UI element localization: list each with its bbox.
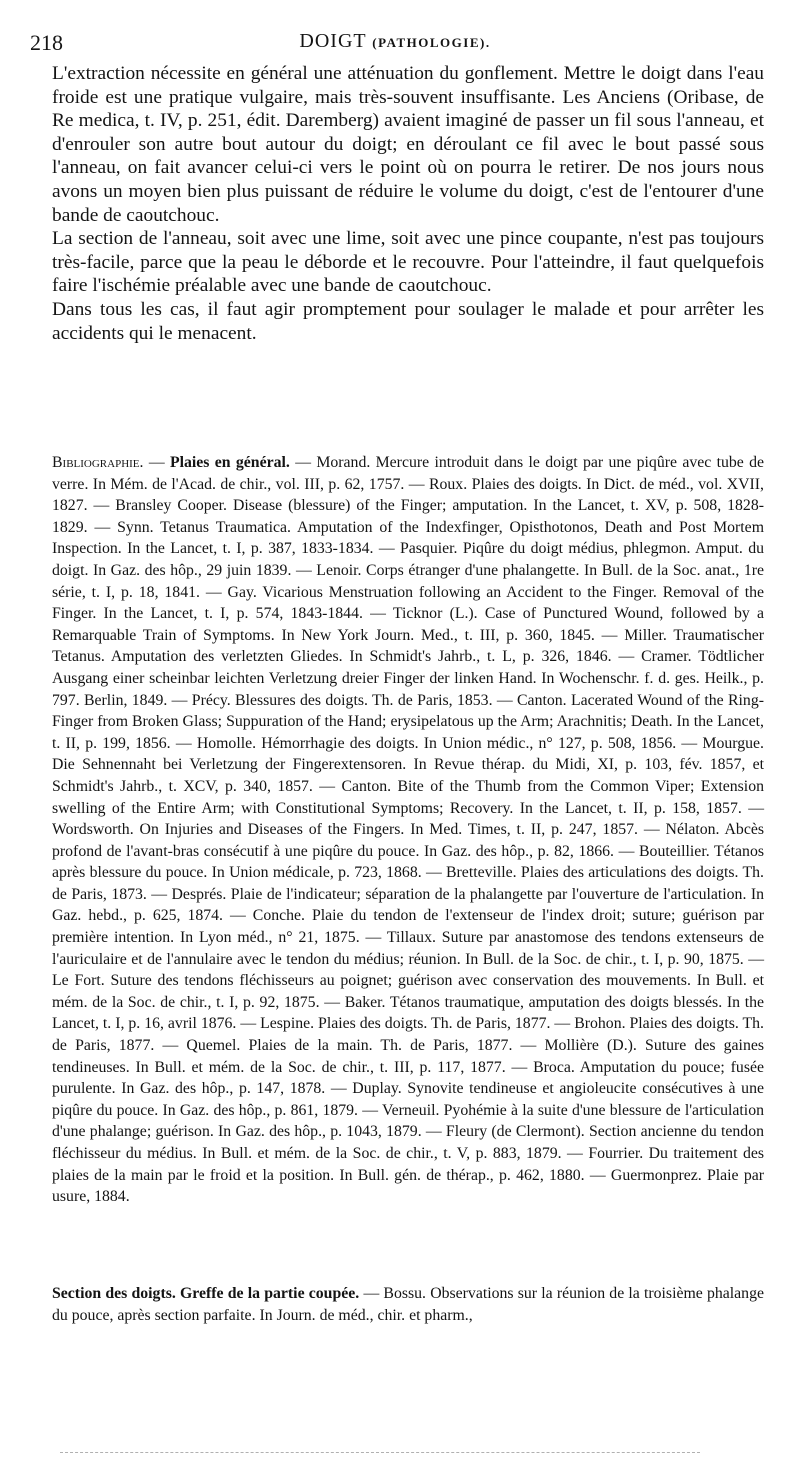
section-doigts-text: — Bossu. Observations sur la réunion de la troisième phalange du pouce, après section parfaite. In Journ. de méd., chir. et pharm., [52,1285,764,1324]
footer-rule [60,1452,700,1453]
running-title-main: DOIGT [299,30,367,52]
section-doigts-title: Section des doigts. Greffe de la partie coupée. [52,1285,360,1302]
bibliography-section-title: Plaies en général. [169,454,290,471]
body-paragraph-2: La section de l'anneau, soit avec une lime, soit avec une pince coupante, n'est pas toujours très-facile, parce que la peau le déborde et le recouvre. Pour l'atteindre, il faut quelquefois faire l'ischémie préalable avec une bande de caoutchouc. [52,228,764,297]
body-text [52,62,764,345]
page-header [30,30,760,56]
bibliography-text: — Morand. Mercure introduit dans le doigt par une piqûre avec tube de verre. In Mém. de l'Acad. de chir., vol. III, p. 62, 1757. — Roux. Plaies des doigts. In Dict. de méd., vol. XVII, 1827. — Bransley Cooper. Disease (blessure) of the Finger; amputation. In the Lancet, t. XV, p. 508, 1828-1829. — Synn. Tetanus Traumatica. Amputation of the Indexfinger, Opisthotonos, Death and Post Mortem Inspection. In the Lancet, t. I, p. 387, 1833-1834. — Pasquier. Piqûre du doigt médius, phlegmon. Amput. du doigt. In Gaz. des hôp., 29 juin 1839. — Lenoir. Corps étranger d'une phalangette. In Bull. de la Soc. anat., 1re série, t. I, p. 18, 1841. — Gay. Vicarious Menstruation following an Accident to the Finger. Removal of the Finger. In the Lancet, t. I, p. 574, 1843-1844. — Ticknor (L.). Case of Punctured Wound, followed by a Remarquable Train of Symptoms. In New York Journ. Med., t. III, p. 360, 1845. — Miller. Traumatischer Tetanus. Amputation des verletzten Gliedes. In Schmidt's Jahrb., t. L, p. 326, 1846. — Cramer. Tödtlicher Ausgang einer scheinbar leichten Verletzung dreier Finger der linken Hand. In Wochenschr. f. d. ges. Heilk., p. 797. Berlin, 1849. — Précy. Blessures des doigts. Th. de Paris, 1853. — Canton. Lacerated Wound of the Ring-Finger from Broken Glass; Suppuration of the Hand; erysipelatous up the Arm; Arachnitis; Death. In the Lancet, t. II, p. 199, 1856. — Homolle. Hémorrhagie des doigts. In Union médic., n° 127, p. 508, 1856. — Mourgue. Die Sehnennaht bei Verletzung der Fingerextensoren. In Revue thérap. du Midi, XI, p. 103, fév. 1857, et Schmidt's Jahrb., t. XCV, p. 340, 1857. — Canton. Bite of the Thumb from the Common Viper; Extension swelling of the Entire Arm; with Constitutional Symptoms; Recovery. In the Lancet, t. II, p. 158, 1857. — Wordsworth. On Injuries and Diseases of the Fingers. In Med. Times, t. II, p. 247, 1857. — Nélaton. Abcès profond de l'avant-bras consécutif à une piqûre du pouce. In Gaz. des hôp., p. 82, 1866. — Bouteillier. Tétanos après blessure du pouce. In Union médicale, p. 723, 1868. — Bretteville. Plaies des articulations des doigts. Th. de Paris, 1873. — Després. Plaie de l'indicateur; séparation de la phalangette par l'ouverture de l'articulation. In Gaz. hebd., p. 625, 1874. — Conche. Plaie du tendon de l'extenseur de l'index droit; suture; guérison par première intention. In Lyon méd., n° 21, 1875. — Tillaux. Suture par anastomose des tendons extenseurs de l'auriculaire et de l'annulaire avec le tendon du médius; réunion. In Bull. de la Soc. de chir., t. I, p. 90, 1875. — Le Fort. Suture des tendons fléchisseurs au poignet; guérison avec conservation des mouvements. In Bull. et mém. de la Soc. de chir., t. I, p. 92, 1875. — Baker. Tétanos traumatique, amputation des doigts blessés. In the Lancet, t. I, p. 16, avril 1876. — Lespine. Plaies des doigts. Th. de Paris, 1877. — Brohon. Plaies des doigts. Th. de Paris, 1877. — Quemel. Plaies de la main. Th. de Paris, 1877. — Mollière (D.). Suture des gaines tendineuses. In Bull. et mém. de la Soc. de chir., t. III, p. 117, 1877. — Broca. Amputation du pouce; fusée purulente. In Gaz. des hôp., p. 147, 1878. — Duplay. Synovite tendineuse et angioleucite consécutives à une piqûre du pouce. In Gaz. des hôp., p. 861, 1879. — Verneuil. Pyohémie à la suite d'une blessure de l'articulation d'une phalange; guérison. In Gaz. des hôp., p. 1043, 1879. — Fleury (de Clermont). Section ancienne du tendon fléchisseur du médius. In Bull. et mém. de la Soc. de chir., t. V, p. 883, 1879. — Fourrier. Du traitement des plaies de la main par le froid et la position. In Bull. gén. de thérap., p. 462, 1880. — Guermonprez. Plaie par usure, 1884. [52,454,765,1206]
section-doigts [52,1283,764,1327]
page-number: 218 [30,30,63,55]
body-paragraph-3: Dans tous les cas, il faut agir promptement pour soulager le malade et pour arrêter les accidents qui le menacent. [52,298,764,344]
bibliography [52,452,764,1208]
body-paragraph-1: L'extraction nécessite en général une atténuation du gonflement. Mettre le doigt dans l'eau froide est une pratique vulgaire, mais très-souvent insuffisante. Les Anciens (Oribase, de Re medica, t. IV, p. 251, édit. Daremberg) avaient imaginé de passer un fil sous l'anneau, et d'enrouler son autre bout autour du doigt; en déroulant ce fil avec le bout passé sous l'anneau, on fait avancer celui-ci vers le point où on pourra le retirer. De nos jours nous avons un moyen bien plus puissant de réduire le volume du doigt, c'est de l'entourer d'une bande de caoutchouc. [52,63,764,226]
running-title-subtitle: (PATHOLOGIE). [372,35,491,50]
running-title [30,30,760,53]
bibliography-label: Bibliographie. [52,454,144,471]
bibliography-entry: Bibliographie. — Plaies en général. — Morand. Mercure introduit dans le doigt par une piqûre avec tube de verre. In Mém. de l'Acad. de chir., vol. III, p. 62, 1757. — Roux. Plaies des doigts. In Dict. de méd., vol. XVII, 1827. — Bransley Cooper. Disease (blessure) of the Finger; amputation. In the Lancet, t. XV, p. 508, 1828-1829. — Synn. Tetanus Traumatica. Amputation of the Indexfinger, Opisthotonos, Death and Post Mortem Inspection. In the Lancet, t. I, p. 387, 1833-1834. — Pasquier. Piqûre du doigt médius, phlegmon. Amput. du doigt. In Gaz. des hôp., 29 juin 1839. — Lenoir. Corps étranger d'une phalangette. In Bull. de la Soc. anat., 1re série, t. I, p. 18, 1841. — Gay. Vicarious Menstruation following an Accident to the Finger. Removal of the Finger. In the Lancet, t. I, p. 574, 1843-1844. — Ticknor (L.). Case of Punctured Wound, followed by a Remarquable Train of Symptoms. In New York Journ. Med., t. III, p. 360, 1845. — Miller. Traumatischer Tetanus. Amputation des verletzten Gliedes. In Schmidt's Jahrb., t. L, p. 326, 1846. — Cramer. Tödtlicher Ausgang einer scheinbar leichten Verletzung dreier Finger der linken Hand. In Wochenschr. f. d. ges. Heilk., p. 797. Berlin, 1849. — Précy. Blessures des doigts. Th. de Paris, 1853. — Canton. Lacerated Wound of the Ring-Finger from Broken Glass; Suppuration of the Hand; erysipelatous up the Arm; Arachnitis; Death. In the Lancet, t. II, p. 199, 1856. — Homolle. Hémorrhagie des doigts. In Union médic., n° 127, p. 508, 1856. — Mourgue. Die Sehnennaht bei Verletzung der Fingerextensoren. In Revue thérap. du Midi, XI, p. 103, fév. 1857, et Schmidt's Jahrb., t. XCV, p. 340, 1857. — Canton. Bite of the Thumb from the Common Viper; Extension swelling of the Entire Arm; with Constitutional Symptoms; Recovery. In the Lancet, t. II, p. 158, 1857. — Wordsworth. On Injuries and Diseases of the Fingers. In Med. Times, t. II, p. 247, 1857. — Nélaton. Abcès profond de l'avant-bras consécutif à une piqûre du pouce. In Gaz. des hôp., p. 82, 1866. — Bouteillier. Tétanos après blessure du pouce. In Union médicale, p. 723, 1868. — Bretteville. Plaies des articulations des doigts. Th. de Paris, 1873. — Després. Plaie de l'indicateur; séparation de la phalangette par l'ouverture de l'articulation. In Gaz. hebd., p. 625, 1874. — Conche. Plaie du tendon de l'extenseur de l'index droit; suture; guérison par première intention. In Lyon méd., n° 21, 1875. — Tillaux. Suture par anastomose des tendons extenseurs de l'auriculaire et de l'annulaire avec le tendon du médius; réunion. In Bull. de la Soc. de chir., t. I, p. 90, 1875. — Le Fort. Suture des tendons fléchisseurs au poignet; guérison avec conservation des mouvements. In Bull. et mém. de la Soc. de chir., t. I, p. 92, 1875. — Baker. Tétanos traumatique, amputation des doigts blessés. In the Lancet, t. I, p. 16, avril 1876. — Lespine. Plaies des doigts. Th. de Paris, 1877. — Brohon. Plaies des doigts. Th. de Paris, 1877. — Quemel. Plaies de la main. Th. de Paris, 1877. — Mollière (D.). Suture des gaines tendineuses. In Bull. et mém. de la Soc. de chir., t. III, p. 117, 1877. — Broca. Amputation du pouce; fusée purulente. In Gaz. des hôp., p. 147, 1878. — Duplay. Synovite tendineuse et angioleucite consécutives à une piqûre du pouce. In Gaz. des hôp., p. 861, 1879. — Verneuil. Pyohémie à la suite d'une blessure de l'articulation d'une phalange; guérison. In Gaz. des hôp., p. 1043, 1879. — Fleury (de Clermont). Section ancienne du tendon fléchisseur du médius. In Bull. et mém. de la Soc. de chir., t. V, p. 883, 1879. — Fourrier. Du traitement des plaies de la main par le froid et la position. In Bull. gén. de thérap., p. 462, 1880. — Guermonprez. Plaie par usure, 1884. [52,454,765,1206]
